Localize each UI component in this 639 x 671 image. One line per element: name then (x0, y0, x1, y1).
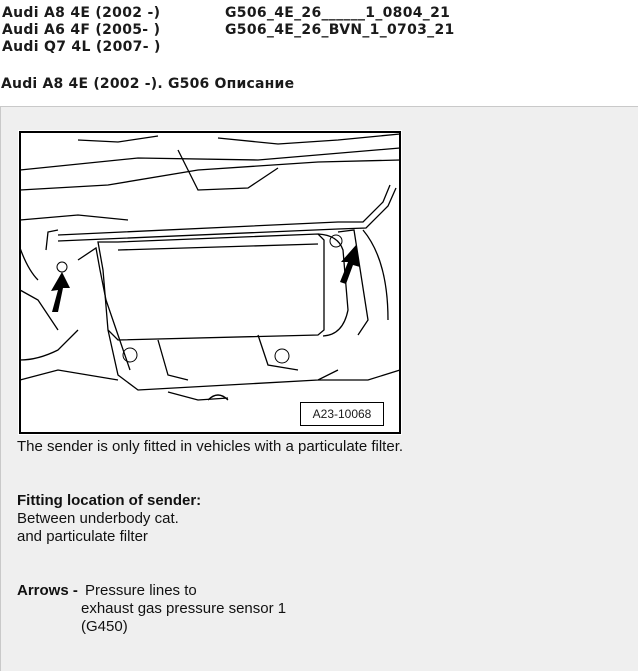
arrows-line-2: exhaust gas pressure sensor 1 (81, 600, 287, 617)
location-line-2: and particulate filter (17, 528, 148, 545)
model-a8: Audi A8 4E (2002 -) (2, 5, 161, 21)
vehicle-model-list (2, 5, 161, 56)
technical-illustration (18, 130, 402, 435)
intro-text: The sender is only fitted in vehicles with a particulate filter. (17, 438, 404, 455)
model-a6: Audi A6 4F (2005- ) (2, 22, 161, 38)
content-panel (0, 106, 638, 671)
arrows-label: Arrows - (17, 582, 78, 599)
document-code-1: G506_4E_26______1_0804_21 (225, 5, 451, 21)
location-heading: Fitting location of sender: (17, 492, 202, 509)
arrows-line-3: (G450) (81, 618, 128, 635)
document-code-list (225, 5, 455, 39)
location-line-1: Between underbody cat. (17, 510, 179, 527)
underbody-diagram (18, 130, 402, 435)
figure-label: A23-10068 (300, 402, 384, 426)
document-code-2: G506_4E_26_BVN_1_0703_21 (225, 22, 455, 38)
model-q7: Audi Q7 4L (2007- ) (2, 39, 161, 55)
arrows-line-1: Pressure lines to (85, 582, 197, 599)
page-title: Audi A8 4E (2002 -). G506 Описание (1, 76, 295, 92)
